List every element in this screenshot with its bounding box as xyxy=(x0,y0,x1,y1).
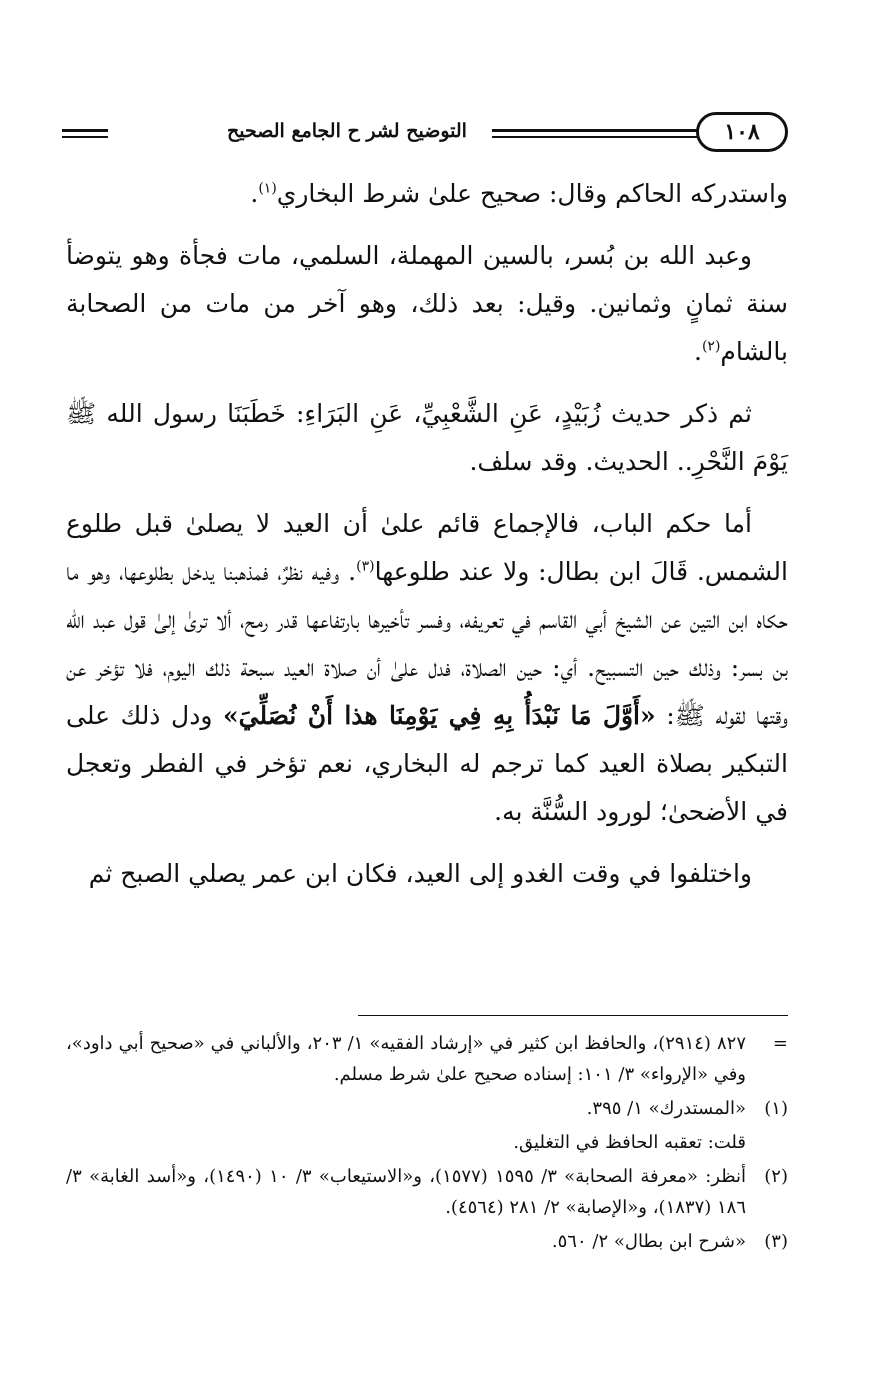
footnote xyxy=(66,1226,788,1257)
paragraph xyxy=(66,850,788,898)
footnote xyxy=(66,1093,788,1124)
header-rule-left-lower xyxy=(62,136,108,138)
main-text xyxy=(66,170,788,912)
paragraph xyxy=(66,390,788,486)
paragraph-text: . وفيه نظرٌ، فمذهبنا يدخل بطلوعها، وهو ما حكاه ابن التين عن الشيخ أبي القاسم في تعريفه، وفسر تأخيرها بارتفاعها قدر رمح، ألا ترىٰ إلىٰ قول عبد الله بن بسر: وذلك حين التسبيح. أي: حين الصلاة، فدل علىٰ أن صلاة العيد سبحة ذلك اليوم، فلا تؤخر عن وقتها لقوله ﷺ: xyxy=(66,557,788,730)
page-number: ١٠٨ xyxy=(696,112,788,152)
header-title: التوضيح لشر ح الجامع الصحيح xyxy=(202,120,492,142)
footnote-mark: (٢) xyxy=(764,1166,788,1187)
paragraph-tail: . xyxy=(693,337,702,366)
paragraph-text: وعبد الله بن بُسر، بالسين المهملة، السلمي، مات فجأة وهو يتوضأ سنة ثمانٍ وثمانين. وقيل: بعد ذلك، وهو آخر من مات من الصحابة بالشام xyxy=(66,241,788,366)
footnote-ref: (٢) xyxy=(701,338,721,355)
footnote xyxy=(66,1028,788,1090)
footnote-ref: (٣) xyxy=(356,558,375,575)
paragraph xyxy=(66,500,788,836)
footnote-mark: (١) xyxy=(764,1098,788,1119)
footnote-mark: = xyxy=(772,1033,788,1054)
paragraph xyxy=(66,232,788,376)
footnote-text: «المستدرك» ١/ ٣٩٥. xyxy=(586,1098,746,1119)
header-rule-left xyxy=(62,129,108,132)
footnote xyxy=(66,1161,788,1223)
footnote-mark xyxy=(746,1127,788,1158)
footnote-separator xyxy=(358,1015,788,1016)
footnote-ref: (١) xyxy=(258,180,277,197)
paragraph xyxy=(66,170,788,218)
footnote-text: قلت: تعقبه الحافظ في التغليق. xyxy=(513,1132,746,1153)
footnote xyxy=(66,1127,788,1158)
paragraph-tail: . xyxy=(250,179,259,208)
paragraph-text: ودل ذلك على التبكير بصلاة العيد كما ترجم له البخاري، نعم تؤخر في الفطر وتعجل في الأضحىٰ؛ لورود السُّنَّة به. xyxy=(66,701,788,826)
paragraph-text: واستدركه الحاكم وقال: صحيح علىٰ شرط البخاري xyxy=(276,179,788,208)
paragraph-text: واختلفوا في وقت الغدو إلى العيد، فكان ابن عمر يصلي الصبح ثم xyxy=(88,859,752,888)
running-header xyxy=(62,112,788,156)
footnote-text: ٨٢٧ (٢٩١٤)، والحافظ ابن كثير في «إرشاد الفقيه» ١/ ٢٠٣، والألباني في «صحيح أبي داود»، وفي «الإرواء» ٣/ ١٠١: إسناده صحيح علىٰ شرط مسلم. xyxy=(66,1033,746,1085)
paragraph-text: أما حكم الباب، فالإجماع قائم علىٰ أن العيد لا يصلىٰ قبل طلوع الشمس. قَالَ ابن بطال: ولا عند طلوعها xyxy=(66,509,788,586)
footnote-mark: (٣) xyxy=(764,1231,788,1252)
footnote-text: أنظر: «معرفة الصحابة» ٣/ ١٥٩٥ (١٥٧٧)، و«الاستيعاب» ٣/ ١٠ (١٤٩٠)، و«أسد الغابة» ٣/ ١٨٦ (١٨٣٧)، و«الإصابة» ٢/ ٢٨١ (٤٥٦٤). xyxy=(66,1166,746,1218)
footnotes xyxy=(66,1028,788,1260)
footnote-text: «شرح ابن بطال» ٢/ ٥٦٠. xyxy=(551,1231,746,1252)
hadith-quote: «أَوَّلَ مَا نَبْدَأُ بِهِ فِي يَوْمِنَا هذا أَنْ نُصَلِّيَ» xyxy=(222,701,656,730)
paragraph-text: ثم ذكر حديث زُبَيْدٍ، عَنِ الشَّعْبِيِّ، عَنِ البَرَاءِ: خَطَبَنَا رسول الله ﷺ يَوْمَ النَّحْرِ.. الحديث. وقد سلف. xyxy=(66,399,788,476)
